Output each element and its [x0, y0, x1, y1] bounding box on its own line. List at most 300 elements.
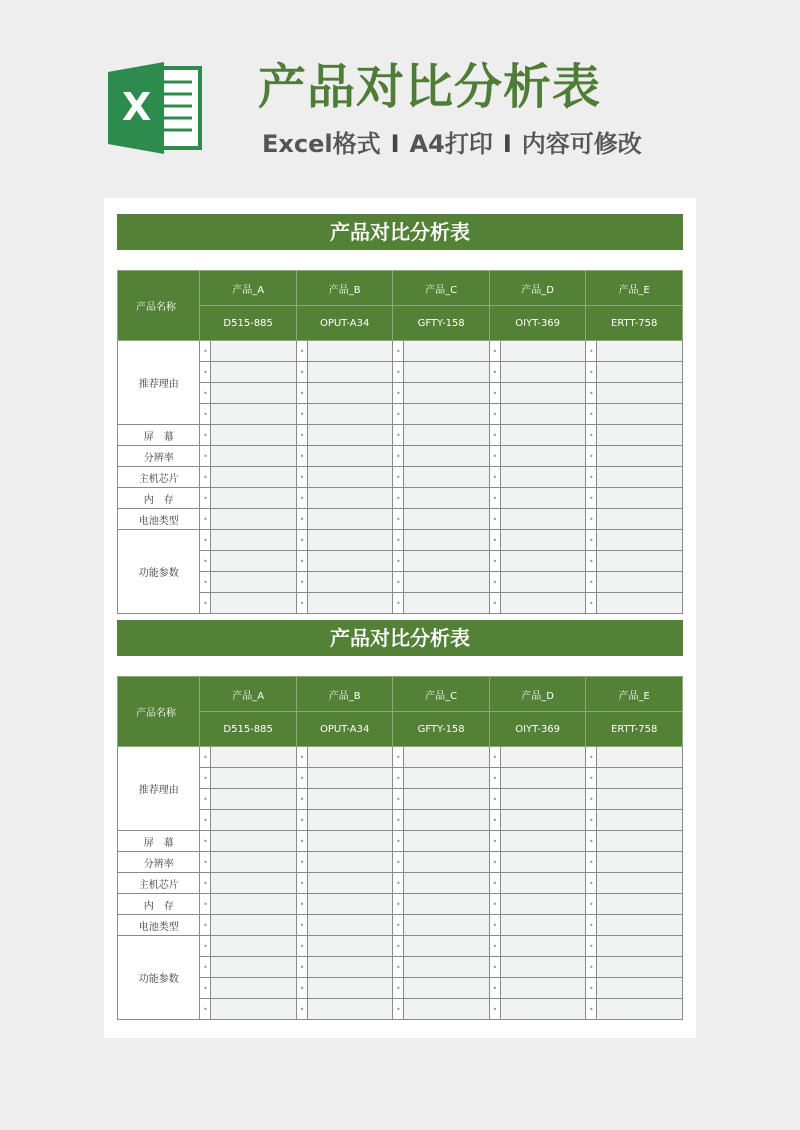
- value-cell[interactable]: [404, 810, 489, 831]
- bullet-marker: •: [489, 810, 500, 831]
- value-cell[interactable]: [211, 747, 296, 768]
- value-cell[interactable]: [500, 873, 585, 894]
- value-cell[interactable]: [500, 915, 585, 936]
- bullet-marker: •: [393, 404, 404, 425]
- bullet-marker: •: [489, 957, 500, 978]
- value-cell[interactable]: [307, 488, 392, 509]
- value-cell[interactable]: [597, 404, 683, 425]
- value-cell[interactable]: [211, 488, 296, 509]
- product-label-header: 产品_A: [200, 677, 296, 712]
- row-label: 内 存: [118, 488, 200, 509]
- page-title: 产品对比分析表: [258, 59, 602, 115]
- bullet-marker: •: [586, 488, 597, 509]
- product-label-header: 产品_E: [586, 677, 683, 712]
- bullet-marker: •: [489, 530, 500, 551]
- bullet-marker: •: [393, 894, 404, 915]
- value-cell[interactable]: [307, 957, 392, 978]
- bullet-marker: •: [296, 362, 307, 383]
- bullet-marker: •: [489, 915, 500, 936]
- bullet-marker: •: [393, 747, 404, 768]
- bullet-marker: •: [489, 509, 500, 530]
- value-cell[interactable]: [597, 488, 683, 509]
- bullet-marker: •: [489, 747, 500, 768]
- value-cell[interactable]: [307, 936, 392, 957]
- bullet-marker: •: [393, 530, 404, 551]
- bullet-marker: •: [393, 768, 404, 789]
- bullet-marker: •: [200, 789, 211, 810]
- value-cell[interactable]: [597, 936, 683, 957]
- value-cell[interactable]: [500, 383, 585, 404]
- table-row: [118, 488, 683, 509]
- bullet-marker: •: [296, 446, 307, 467]
- svg-text:X: X: [122, 85, 152, 129]
- value-cell[interactable]: [307, 341, 392, 362]
- bullet-marker: •: [200, 894, 211, 915]
- comparison-sheet-2: [117, 620, 683, 1020]
- bullet-marker: •: [200, 957, 211, 978]
- bullet-marker: •: [489, 467, 500, 488]
- value-cell[interactable]: [404, 999, 489, 1020]
- bullet-marker: •: [489, 768, 500, 789]
- value-cell[interactable]: [307, 978, 392, 999]
- bullet-marker: •: [586, 404, 597, 425]
- value-cell[interactable]: [211, 446, 296, 467]
- bullet-marker: •: [586, 425, 597, 446]
- table-row: [118, 852, 683, 873]
- bullet-marker: •: [489, 894, 500, 915]
- table-row: [118, 467, 683, 488]
- bullet-marker: •: [200, 530, 211, 551]
- value-cell[interactable]: [597, 894, 683, 915]
- bullet-marker: •: [393, 831, 404, 852]
- table-row: [118, 341, 683, 362]
- bullet-marker: •: [393, 978, 404, 999]
- product-code-header: ERTT-758: [586, 306, 683, 341]
- bullet-marker: •: [586, 362, 597, 383]
- value-cell[interactable]: [307, 873, 392, 894]
- row-label: 推荐理由: [118, 341, 200, 425]
- value-cell[interactable]: [211, 894, 296, 915]
- value-cell[interactable]: [500, 593, 585, 614]
- product-code-header: D515-885: [200, 712, 296, 747]
- bullet-marker: •: [393, 572, 404, 593]
- table-row: [118, 551, 683, 572]
- bullet-marker: •: [586, 978, 597, 999]
- value-cell[interactable]: [211, 789, 296, 810]
- value-cell[interactable]: [307, 362, 392, 383]
- table-row: [118, 978, 683, 999]
- value-cell[interactable]: [404, 488, 489, 509]
- bullet-marker: •: [586, 873, 597, 894]
- bullet-marker: •: [586, 747, 597, 768]
- value-cell[interactable]: [307, 747, 392, 768]
- value-cell[interactable]: [211, 383, 296, 404]
- bullet-marker: •: [296, 999, 307, 1020]
- value-cell[interactable]: [597, 341, 683, 362]
- excel-logo-icon: [104, 58, 204, 158]
- bullet-marker: •: [586, 341, 597, 362]
- value-cell[interactable]: [500, 831, 585, 852]
- bullet-marker: •: [489, 831, 500, 852]
- value-cell[interactable]: [597, 852, 683, 873]
- bullet-marker: •: [200, 915, 211, 936]
- bullet-marker: •: [296, 488, 307, 509]
- product-name-header: 产品名称: [118, 677, 200, 747]
- table-row: [118, 915, 683, 936]
- bullet-marker: •: [489, 488, 500, 509]
- bullet-marker: •: [200, 467, 211, 488]
- bullet-marker: •: [489, 852, 500, 873]
- product-code-header: OIYT-369: [489, 712, 586, 747]
- value-cell[interactable]: [211, 362, 296, 383]
- value-cell[interactable]: [597, 915, 683, 936]
- row-label: 分辨率: [118, 852, 200, 873]
- bullet-marker: •: [200, 810, 211, 831]
- row-label: 内 存: [118, 894, 200, 915]
- bullet-marker: •: [393, 873, 404, 894]
- bullet-marker: •: [489, 425, 500, 446]
- value-cell[interactable]: [211, 404, 296, 425]
- table-row: [118, 810, 683, 831]
- value-cell[interactable]: [404, 936, 489, 957]
- value-cell[interactable]: [500, 936, 585, 957]
- bullet-marker: •: [586, 894, 597, 915]
- bullet-marker: •: [393, 467, 404, 488]
- bullet-marker: •: [586, 831, 597, 852]
- value-cell[interactable]: [597, 593, 683, 614]
- value-cell[interactable]: [211, 999, 296, 1020]
- bullet-marker: •: [393, 446, 404, 467]
- bullet-marker: •: [296, 789, 307, 810]
- value-cell[interactable]: [597, 425, 683, 446]
- value-cell[interactable]: [500, 509, 585, 530]
- bullet-marker: •: [200, 768, 211, 789]
- bullet-marker: •: [393, 789, 404, 810]
- bullet-marker: •: [200, 446, 211, 467]
- value-cell[interactable]: [500, 341, 585, 362]
- product-label-header: 产品_C: [393, 271, 490, 306]
- bullet-marker: •: [586, 551, 597, 572]
- value-cell[interactable]: [597, 768, 683, 789]
- value-cell[interactable]: [500, 551, 585, 572]
- value-cell[interactable]: [597, 810, 683, 831]
- value-cell[interactable]: [307, 894, 392, 915]
- bullet-marker: •: [586, 467, 597, 488]
- table-row: [118, 999, 683, 1020]
- value-cell[interactable]: [404, 593, 489, 614]
- value-cell[interactable]: [307, 831, 392, 852]
- sheet-title: 产品对比分析表: [117, 214, 683, 250]
- bullet-marker: •: [296, 810, 307, 831]
- bullet-marker: •: [200, 362, 211, 383]
- bullet-marker: •: [586, 915, 597, 936]
- bullet-marker: •: [296, 978, 307, 999]
- bullet-marker: •: [489, 341, 500, 362]
- value-cell[interactable]: [597, 446, 683, 467]
- page-subtitle: [262, 124, 642, 159]
- value-cell[interactable]: [597, 873, 683, 894]
- value-cell[interactable]: [404, 831, 489, 852]
- value-cell[interactable]: [500, 999, 585, 1020]
- bullet-marker: •: [200, 551, 211, 572]
- value-cell[interactable]: [597, 999, 683, 1020]
- bullet-marker: •: [296, 831, 307, 852]
- bullet-marker: •: [200, 936, 211, 957]
- value-cell[interactable]: [211, 915, 296, 936]
- table-row: [118, 530, 683, 551]
- table-row: [118, 404, 683, 425]
- bullet-marker: •: [200, 572, 211, 593]
- bullet-marker: •: [586, 446, 597, 467]
- table-row: [118, 894, 683, 915]
- value-cell[interactable]: [307, 509, 392, 530]
- table-row: [118, 383, 683, 404]
- value-cell[interactable]: [211, 831, 296, 852]
- bullet-marker: •: [489, 383, 500, 404]
- row-label: 屏 幕: [118, 831, 200, 852]
- bullet-marker: •: [200, 383, 211, 404]
- product-code-header: OIYT-369: [489, 306, 586, 341]
- value-cell[interactable]: [307, 999, 392, 1020]
- bullet-marker: •: [296, 747, 307, 768]
- value-cell[interactable]: [597, 530, 683, 551]
- value-cell[interactable]: [404, 978, 489, 999]
- bullet-marker: •: [489, 873, 500, 894]
- value-cell[interactable]: [500, 747, 585, 768]
- bullet-marker: •: [393, 957, 404, 978]
- value-cell[interactable]: [404, 530, 489, 551]
- value-cell[interactable]: [307, 530, 392, 551]
- table-row: [118, 362, 683, 383]
- value-cell[interactable]: [211, 341, 296, 362]
- value-cell[interactable]: [404, 894, 489, 915]
- value-cell[interactable]: [500, 488, 585, 509]
- value-cell[interactable]: [404, 915, 489, 936]
- value-cell[interactable]: [404, 747, 489, 768]
- bullet-marker: •: [296, 551, 307, 572]
- value-cell[interactable]: [597, 572, 683, 593]
- bullet-marker: •: [489, 936, 500, 957]
- value-cell[interactable]: [404, 446, 489, 467]
- value-cell[interactable]: [307, 446, 392, 467]
- value-cell[interactable]: [597, 747, 683, 768]
- value-cell[interactable]: [404, 551, 489, 572]
- bullet-marker: •: [296, 852, 307, 873]
- value-cell[interactable]: [500, 446, 585, 467]
- row-label: 电池类型: [118, 915, 200, 936]
- value-cell[interactable]: [307, 768, 392, 789]
- value-cell[interactable]: [597, 362, 683, 383]
- product-code-header: OPUT-A34: [296, 712, 392, 747]
- bullet-marker: •: [200, 831, 211, 852]
- bullet-marker: •: [586, 999, 597, 1020]
- bullet-marker: •: [200, 873, 211, 894]
- value-cell[interactable]: [211, 957, 296, 978]
- bullet-marker: •: [586, 789, 597, 810]
- bullet-marker: •: [393, 551, 404, 572]
- bullet-marker: •: [586, 852, 597, 873]
- bullet-marker: •: [586, 593, 597, 614]
- product-label-header: 产品_D: [489, 271, 586, 306]
- row-label: 电池类型: [118, 509, 200, 530]
- value-cell[interactable]: [307, 425, 392, 446]
- comparison-table: [117, 270, 683, 614]
- value-cell[interactable]: [211, 873, 296, 894]
- value-cell[interactable]: [500, 572, 585, 593]
- table-row: [118, 831, 683, 852]
- bullet-marker: •: [296, 957, 307, 978]
- bullet-marker: •: [296, 404, 307, 425]
- value-cell[interactable]: [211, 768, 296, 789]
- row-label: 主机芯片: [118, 873, 200, 894]
- bullet-marker: •: [296, 509, 307, 530]
- table-row: [118, 572, 683, 593]
- value-cell[interactable]: [307, 383, 392, 404]
- value-cell[interactable]: [307, 467, 392, 488]
- value-cell[interactable]: [404, 957, 489, 978]
- bullet-marker: •: [489, 999, 500, 1020]
- value-cell[interactable]: [404, 404, 489, 425]
- value-cell[interactable]: [404, 768, 489, 789]
- value-cell[interactable]: [211, 936, 296, 957]
- bullet-marker: •: [393, 936, 404, 957]
- value-cell[interactable]: [500, 362, 585, 383]
- value-cell[interactable]: [404, 341, 489, 362]
- product-code-header: GFTY-158: [393, 712, 490, 747]
- table-row: [118, 873, 683, 894]
- product-label-header: 产品_C: [393, 677, 490, 712]
- value-cell[interactable]: [307, 810, 392, 831]
- value-cell[interactable]: [307, 852, 392, 873]
- bullet-marker: •: [489, 551, 500, 572]
- bullet-marker: •: [393, 341, 404, 362]
- value-cell[interactable]: [211, 509, 296, 530]
- value-cell[interactable]: [307, 593, 392, 614]
- value-cell[interactable]: [211, 978, 296, 999]
- value-cell[interactable]: [211, 593, 296, 614]
- value-cell[interactable]: [404, 572, 489, 593]
- value-cell[interactable]: [597, 957, 683, 978]
- bullet-marker: •: [296, 572, 307, 593]
- bullet-marker: •: [296, 873, 307, 894]
- product-label-header: 产品_B: [296, 677, 392, 712]
- value-cell[interactable]: [307, 551, 392, 572]
- value-cell[interactable]: [500, 978, 585, 999]
- value-cell[interactable]: [500, 894, 585, 915]
- value-cell[interactable]: [597, 383, 683, 404]
- bullet-marker: •: [200, 488, 211, 509]
- value-cell[interactable]: [500, 530, 585, 551]
- table-row: [118, 789, 683, 810]
- value-cell[interactable]: [597, 467, 683, 488]
- value-cell[interactable]: [307, 404, 392, 425]
- value-cell[interactable]: [404, 852, 489, 873]
- value-cell[interactable]: [597, 509, 683, 530]
- bullet-marker: •: [200, 341, 211, 362]
- value-cell[interactable]: [211, 810, 296, 831]
- product-name-header: 产品名称: [118, 271, 200, 341]
- bullet-marker: •: [586, 383, 597, 404]
- value-cell[interactable]: [500, 768, 585, 789]
- value-cell[interactable]: [500, 404, 585, 425]
- bullet-marker: •: [489, 572, 500, 593]
- value-cell[interactable]: [404, 467, 489, 488]
- value-cell[interactable]: [404, 383, 489, 404]
- value-cell[interactable]: [404, 509, 489, 530]
- table-row: [118, 446, 683, 467]
- bullet-marker: •: [200, 425, 211, 446]
- value-cell[interactable]: [500, 957, 585, 978]
- bullet-marker: •: [296, 936, 307, 957]
- bullet-marker: •: [393, 362, 404, 383]
- subtitle-editable: 内容可修改: [521, 130, 642, 158]
- bullet-marker: •: [586, 509, 597, 530]
- value-cell[interactable]: [500, 852, 585, 873]
- value-cell[interactable]: [211, 530, 296, 551]
- bullet-marker: •: [296, 383, 307, 404]
- value-cell[interactable]: [500, 425, 585, 446]
- row-label: 功能参数: [118, 936, 200, 1020]
- bullet-marker: •: [393, 915, 404, 936]
- bullet-marker: •: [393, 488, 404, 509]
- value-cell[interactable]: [597, 978, 683, 999]
- table-row: [118, 957, 683, 978]
- product-code-header: ERTT-758: [586, 712, 683, 747]
- value-cell[interactable]: [307, 572, 392, 593]
- bullet-marker: •: [393, 593, 404, 614]
- value-cell[interactable]: [404, 789, 489, 810]
- product-label-header: 产品_B: [296, 271, 392, 306]
- value-cell[interactable]: [500, 467, 585, 488]
- value-cell[interactable]: [597, 551, 683, 572]
- bullet-marker: •: [296, 467, 307, 488]
- value-cell[interactable]: [211, 425, 296, 446]
- bullet-marker: •: [586, 768, 597, 789]
- subtitle-format: Excel格式: [262, 130, 381, 158]
- value-cell[interactable]: [404, 425, 489, 446]
- value-cell[interactable]: [307, 789, 392, 810]
- bullet-marker: •: [586, 936, 597, 957]
- value-cell[interactable]: [404, 873, 489, 894]
- value-cell[interactable]: [597, 831, 683, 852]
- value-cell[interactable]: [211, 551, 296, 572]
- bullet-marker: •: [296, 425, 307, 446]
- bullet-marker: •: [586, 572, 597, 593]
- bullet-marker: •: [296, 341, 307, 362]
- value-cell[interactable]: [500, 789, 585, 810]
- value-cell[interactable]: [211, 572, 296, 593]
- value-cell[interactable]: [211, 467, 296, 488]
- table-row: [118, 747, 683, 768]
- value-cell[interactable]: [404, 362, 489, 383]
- value-cell[interactable]: [597, 789, 683, 810]
- row-label: 主机芯片: [118, 467, 200, 488]
- product-label-header: 产品_A: [200, 271, 296, 306]
- table-row: [118, 509, 683, 530]
- bullet-marker: •: [586, 957, 597, 978]
- bullet-marker: •: [200, 852, 211, 873]
- bullet-marker: •: [296, 768, 307, 789]
- bullet-marker: •: [393, 852, 404, 873]
- value-cell[interactable]: [307, 915, 392, 936]
- table-row: [118, 768, 683, 789]
- value-cell[interactable]: [500, 810, 585, 831]
- value-cell[interactable]: [211, 852, 296, 873]
- bullet-marker: •: [200, 747, 211, 768]
- bullet-marker: •: [200, 404, 211, 425]
- subtitle-separator: I: [502, 130, 512, 158]
- bullet-marker: •: [489, 978, 500, 999]
